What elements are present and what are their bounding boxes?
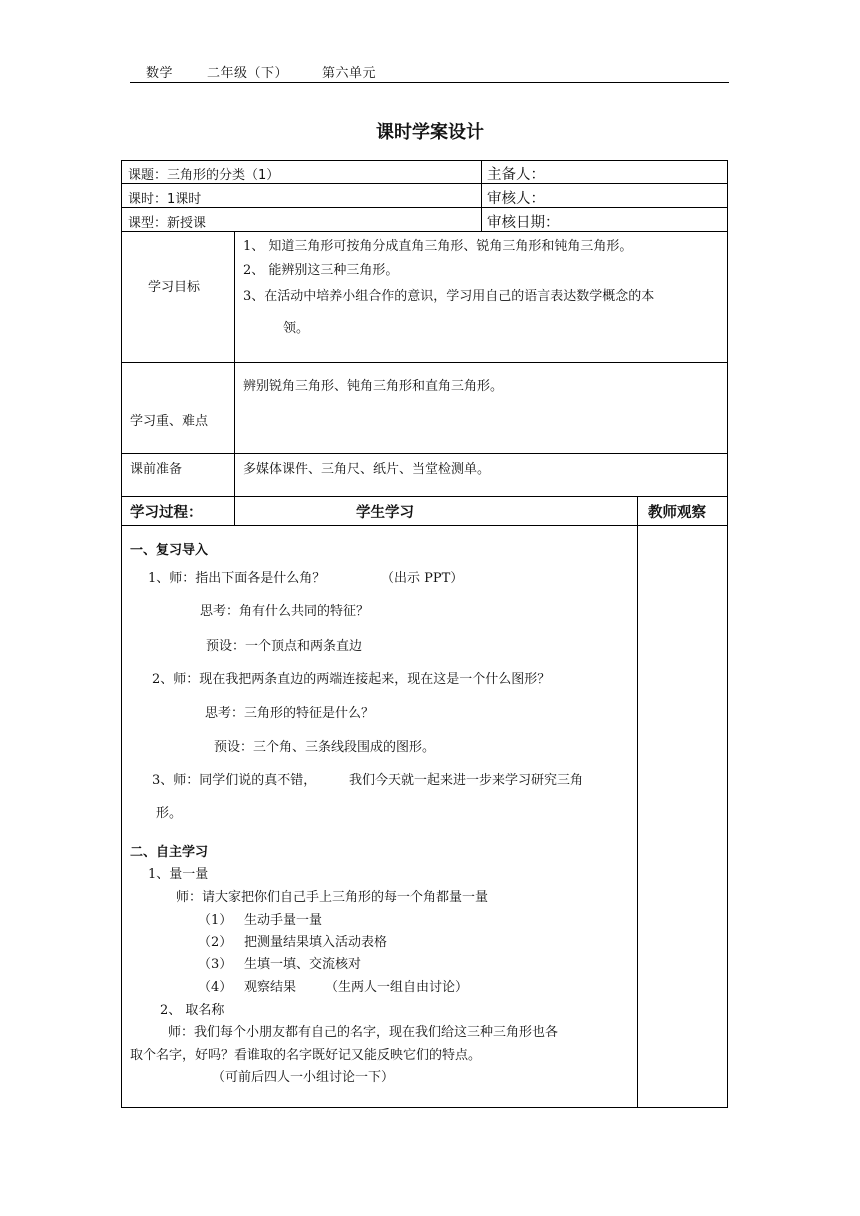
step-number: （1） bbox=[198, 913, 233, 928]
table-border-bottom bbox=[121, 1107, 728, 1108]
lesson-type-cell: 课型：新授课 bbox=[128, 216, 207, 231]
page-title: 课时学案设计 bbox=[376, 122, 484, 143]
header-rule bbox=[130, 82, 729, 83]
header-subject: 数学 bbox=[146, 66, 174, 81]
step-number: （3） bbox=[198, 957, 233, 972]
process-line: （生两人一组自由讨论） bbox=[325, 980, 469, 995]
objective-item: 领。 bbox=[283, 321, 310, 336]
table-border-right bbox=[727, 160, 728, 1108]
reviewer-cell: 审核人： bbox=[487, 191, 545, 207]
step-number: （2） bbox=[198, 935, 233, 950]
objective-item: 3、在活动中培养小组合作的意识，学习用自己的语言表达数学概念的本 bbox=[243, 289, 655, 304]
col-divider bbox=[234, 231, 235, 525]
process-line: 1、师：指出下面各是什么角？ bbox=[148, 571, 326, 586]
focus-label: 学习重、难点 bbox=[130, 414, 209, 429]
section-self-study-title: 二、自主学习 bbox=[130, 845, 209, 860]
process-line: 形。 bbox=[156, 806, 183, 821]
process-line: 把测量结果填入活动表格 bbox=[244, 935, 388, 950]
lead-preparer-cell: 主备人： bbox=[487, 167, 545, 183]
process-line: 思考：角有什么共同的特征？ bbox=[200, 604, 370, 619]
header-grade: 二年级（下） bbox=[207, 66, 289, 81]
process-line: 2、 取名称 bbox=[160, 1003, 225, 1018]
class-hours-cell: 课时：1课时 bbox=[128, 192, 202, 207]
process-line: （可前后四人一小组讨论一下） bbox=[212, 1070, 395, 1085]
process-line: 预设：一个顶点和两条直边 bbox=[206, 639, 363, 654]
teacher-observation-header: 教师观察 bbox=[648, 505, 706, 521]
process-line: 我们今天就一起来进一步来学习研究三角 bbox=[349, 773, 584, 788]
row-divider bbox=[121, 183, 728, 184]
process-line: 师：我们每个小朋友都有自己的名字，现在我们给这三种三角形也各 bbox=[168, 1025, 559, 1040]
process-label: 学习过程： bbox=[130, 505, 203, 521]
process-line: 2、师：现在我把两条直边的两端连接起来，现在这是一个什么图形？ bbox=[152, 672, 551, 687]
table-border-top bbox=[121, 160, 728, 161]
step-number: （4） bbox=[198, 980, 233, 995]
process-line: （出示 PPT） bbox=[381, 571, 464, 586]
row-divider bbox=[121, 207, 728, 208]
section-review-title: 一、复习导入 bbox=[130, 543, 209, 558]
prep-text: 多媒体课件、三角尺、纸片、当堂检测单。 bbox=[243, 462, 491, 477]
process-line: 观察结果 bbox=[244, 980, 297, 995]
process-line: 1、量一量 bbox=[148, 867, 209, 882]
focus-text: 辨别锐角三角形、钝角三角形和直角三角形。 bbox=[243, 379, 504, 394]
process-line: 预设：三个角、三条线段围成的图形。 bbox=[214, 740, 436, 755]
col-divider bbox=[637, 496, 638, 1107]
prep-label: 课前准备 bbox=[130, 462, 183, 477]
process-line: 师：请大家把你们自己手上三角形的每一个角都量一量 bbox=[176, 890, 489, 905]
col-divider bbox=[481, 160, 482, 231]
student-learning-header: 学生学习 bbox=[356, 505, 414, 521]
objective-item: 2、 能辨别这三种三角形。 bbox=[243, 263, 399, 278]
objective-item: 1、 知道三角形可按角分成直角三角形、锐角三角形和钝角三角形。 bbox=[243, 239, 633, 254]
table-border-left bbox=[121, 160, 122, 1108]
header-unit: 第六单元 bbox=[322, 66, 377, 81]
process-line: 思考：三角形的特征是什么？ bbox=[205, 706, 375, 721]
process-line: 生填一填、交流核对 bbox=[244, 957, 362, 972]
objectives-label: 学习目标 bbox=[148, 280, 201, 295]
page-header bbox=[146, 62, 410, 81]
process-line: 3、师：同学们说的真不错， bbox=[152, 773, 317, 788]
process-line: 生动手量一量 bbox=[244, 913, 323, 928]
row-divider bbox=[121, 453, 728, 454]
topic-cell: 课题：三角形的分类（1） bbox=[128, 168, 280, 183]
row-divider bbox=[121, 362, 728, 363]
row-divider bbox=[121, 231, 728, 232]
process-line: 取个名字，好吗？看谁取的名字既好记又能反映它们的特点。 bbox=[130, 1048, 482, 1063]
review-date-cell: 审核日期： bbox=[487, 215, 560, 231]
